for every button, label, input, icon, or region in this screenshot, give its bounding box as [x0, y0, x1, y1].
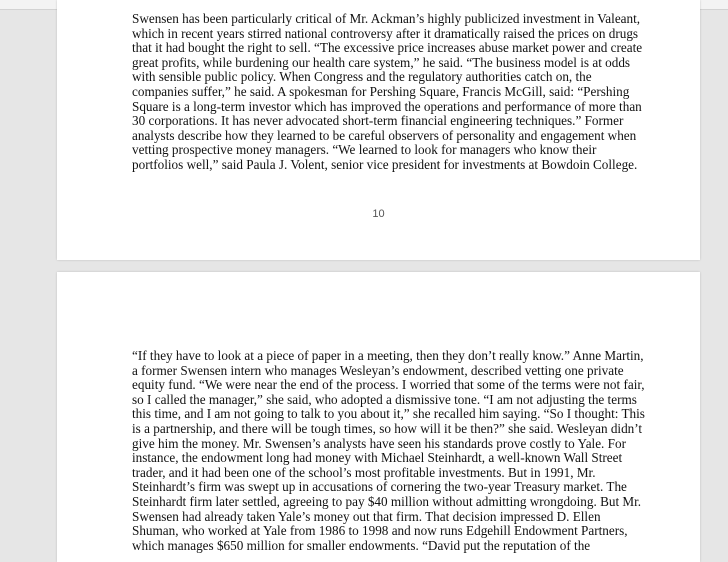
- text-line: give him the money. Mr. Swensen’s analysts have seen his standards prove costly to Yale. For: [132, 435, 626, 451]
- text-line: companies suffer,” he said. A spokesman for Pershing Square, Francis McGill, said: “Pershing: [132, 83, 630, 99]
- text-line: Steinhardt’s firm was swept up in accusations of cornering the two-year Treasury market. The: [132, 479, 627, 495]
- text-line: a former Swensen intern who manages Wesleyan’s endowment, described vetting one private: [132, 362, 624, 378]
- text-line: this time, and I am not going to talk to you about it,” she recalled him saying. “So I thought: This: [132, 406, 645, 422]
- text-line: vetting prospective money managers. “We learned to look for managers who know their: [132, 142, 597, 158]
- document-page-10[interactable]: [57, 0, 700, 260]
- text-line: Square is a long-term investor which has improved the operations and performance of more than: [132, 98, 642, 114]
- text-line: great profits, while burdening our health care system,” he said. “The business model is at odds: [132, 54, 631, 70]
- text-line: is a partnership, and there will be tough times, so how will it be then?” she said. Wesleyan didn’t: [132, 420, 643, 436]
- body-paragraph[interactable]: [132, 11, 643, 173]
- text-line: Swensen had already taken Yale’s money out that firm. That decision impressed D. Ellen: [132, 508, 601, 524]
- text-line: with sensible public policy. When Congress and the regulatory authorities catch on, the: [132, 69, 592, 85]
- text-line: which in recent years stirred national controversy after it dramatically raised the prices on drugs: [132, 25, 639, 41]
- text-line: Shuman, who worked at Yale from 1986 to 1998 and now runs Edgehill Endowment Partners,: [132, 523, 628, 539]
- text-line: analysts describe how they learned to be careful observers of personality and engagement when: [132, 127, 637, 143]
- text-line: equity fund. “We were near the end of the process. I worried that some of the terms were not fair,: [132, 377, 645, 393]
- text-line: “If they have to look at a piece of paper in a meeting, then they don’t really know.” Anne Martin,: [132, 348, 644, 363]
- text-line: which manages $650 million for smaller endowments. “David put the reputation of the: [132, 537, 591, 553]
- text-line: trader, and it had been one of the school’s most profitable investments. But in 1991, Mr.: [132, 464, 596, 480]
- text-line: instance, the endowment long had money with Michael Steinhardt, a well-known Wall Street: [132, 450, 623, 466]
- text-line: Steinhardt firm later settled, agreeing to pay $40 million without admitting wrongdoing. But Mr.: [132, 493, 642, 509]
- text-line: portfolios well,” said Paula J. Volent, senior vice president for investments at Bowdoin College.: [132, 156, 638, 172]
- text-line: 30 corporations. It has never advocated short-term financial engineering techniques.” Former: [132, 113, 624, 129]
- text-line: Swensen has been particularly critical of Mr. Ackman’s highly publicized investment in Valeant,: [132, 11, 641, 26]
- document-page-11[interactable]: [57, 272, 700, 562]
- page-number: 10: [372, 208, 385, 220]
- body-paragraph[interactable]: [132, 348, 645, 553]
- text-line: that it had bought the right to sell. “The excessive price increases abuse market power and create: [132, 40, 643, 56]
- text-line: so I called the manager,” she said, who adopted a dismissive tone. “I am not adjusting the terms: [132, 391, 637, 407]
